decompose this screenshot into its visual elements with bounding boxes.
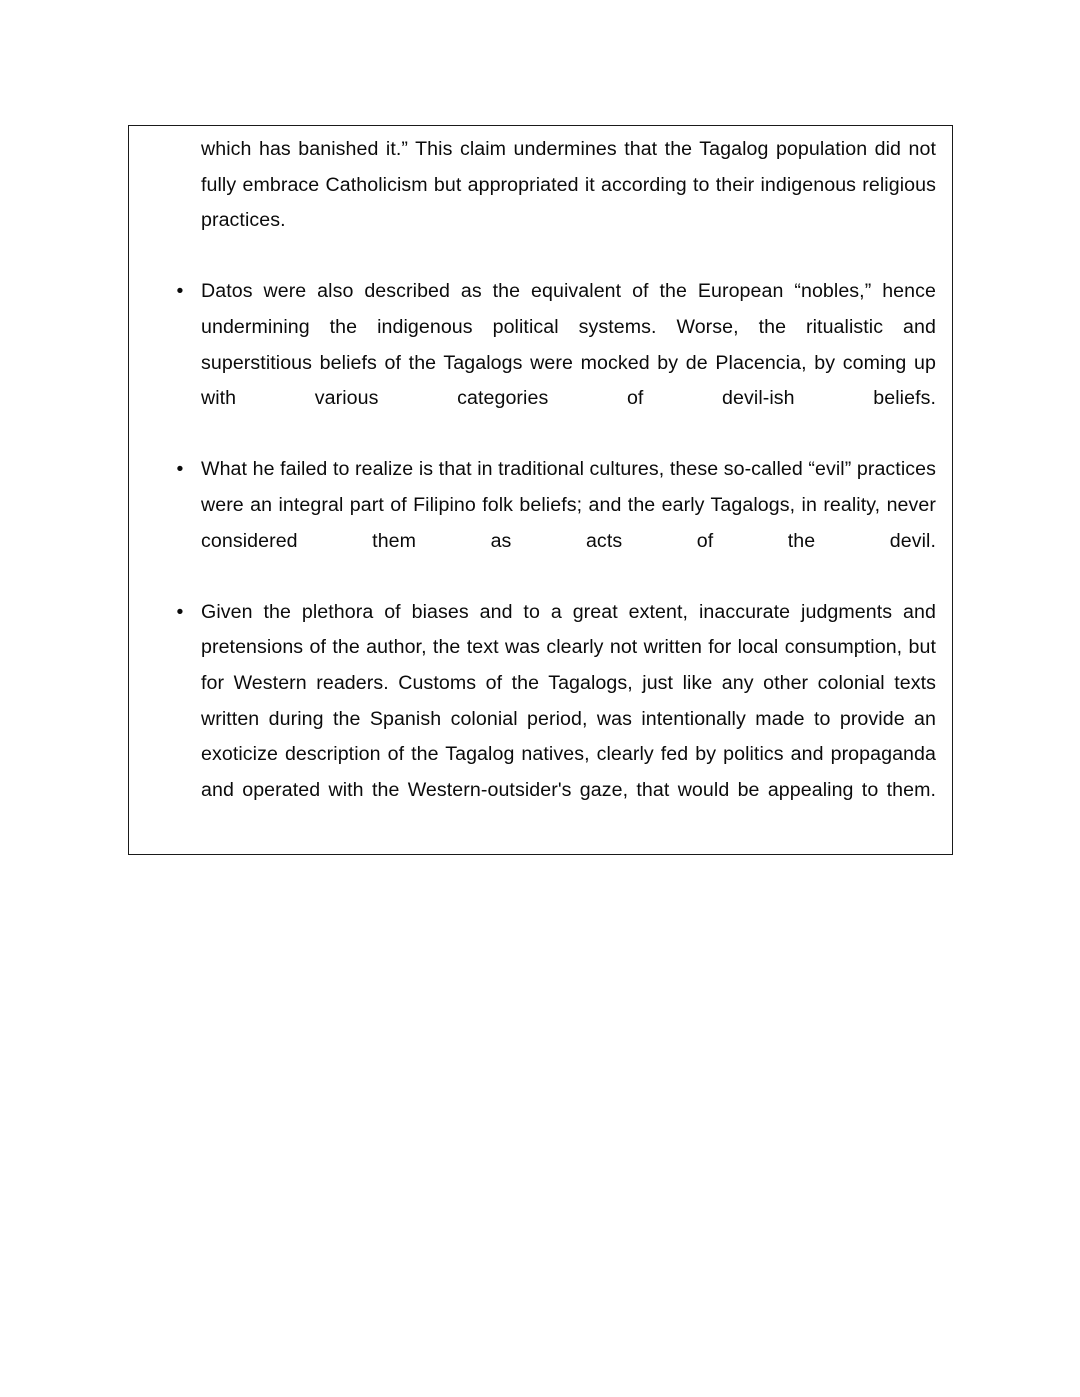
continuation-paragraph: which has banished it.” This claim undermines that the Tagalog population did not fully embrace Catholicism but appropriated it according to their indigenous religious practices. xyxy=(201,138,936,232)
list-item-text: Given the plethora of biases and to a great extent, inaccurate judgments and pretensions of the author, the text was clearly not written for local consumption, but for Western readers. Customs of the Tagalogs, just like any other colonial texts written during the Spanish colonial period, was intentionally made to provide an exoticize description of the Tagalog natives, clearly fed by politics and propaganda and operated with the Western-outsider's gaze, that would be appealing to them. xyxy=(201,600,936,801)
list-item xyxy=(137,595,944,844)
list-item xyxy=(137,452,944,594)
document-content xyxy=(137,132,944,844)
list-item-text: What he failed to realize is that in traditional cultures, these so-called “evil” practices were an integral part of Filipino folk beliefs; and the early Tagalogs, in reality, never considered them as acts of the devil. xyxy=(201,458,936,552)
list-item-text: Datos were also described as the equivalent of the European “nobles,” hence undermining the indigenous political systems. Worse, the ritualistic and superstitious beliefs of the Tagalogs were mocked by de Placencia, by coming up with various categories of devil-ish beliefs. xyxy=(201,280,936,410)
bullet-point-icon: • xyxy=(176,280,184,303)
bullet-point-icon: • xyxy=(176,458,184,481)
list-item xyxy=(137,274,944,452)
bullet-point-icon: • xyxy=(176,600,184,623)
bordered-text-frame xyxy=(128,125,953,855)
bullet-list xyxy=(137,274,944,844)
